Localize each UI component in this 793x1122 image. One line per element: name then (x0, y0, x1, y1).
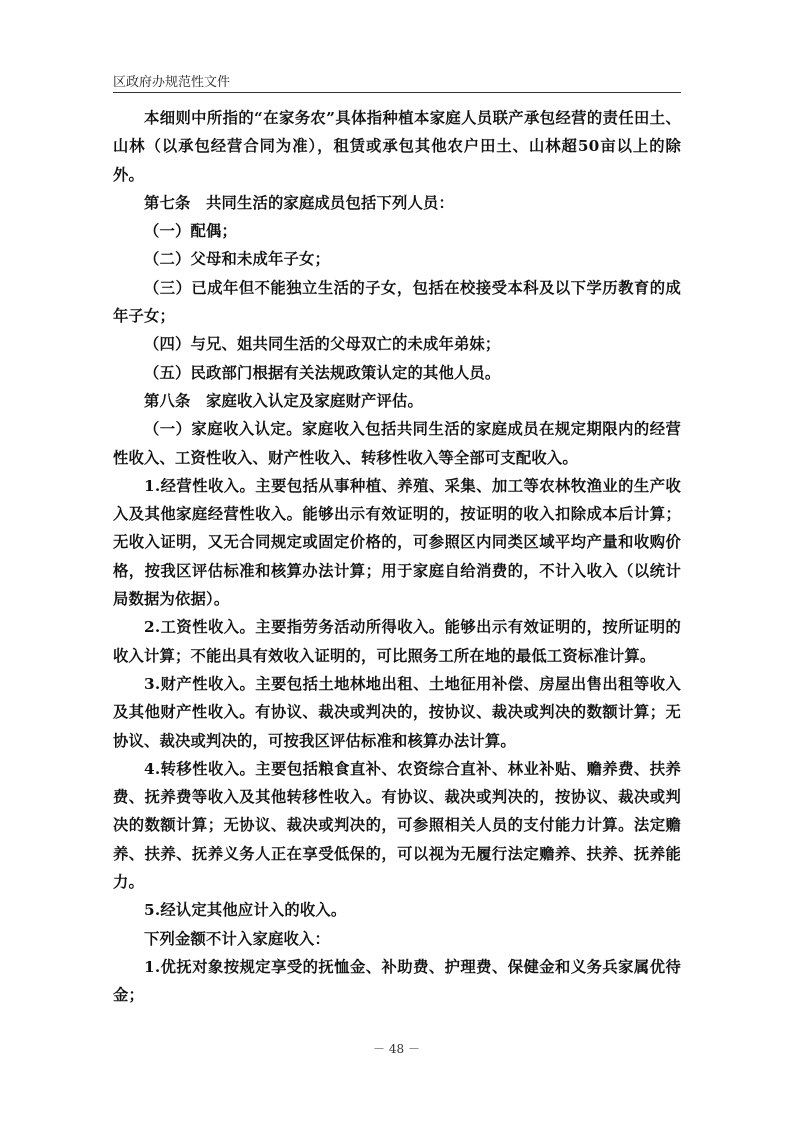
list-item-adult-children: （三）已成年但不能独立生活的子女，包括在校接受本科及以下学历教育的成年子女； (113, 278, 681, 326)
paragraph-definition-farming: 本细则中所指的“在家务农”具体指种植本家庭人员联产承包经营的责任田土、山林（以承包经营合同为准），租赁或承包其他农户田土、山林超50亩以上的除外。 (113, 109, 681, 184)
paragraph-property-income: 3.财产性收入。主要包括土地林地出租、土地征用补偿、房屋出售出租等收入及其他财产性收入。有协议、裁决或判决的，按协议、裁决或判决的数额计算；无协议、裁决或判决的，可按我区评估标准和核算办法计算。 (113, 674, 681, 750)
page-number: － 48 － (373, 1042, 420, 1056)
paragraph-transfer-income: 4.转移性收入。主要包括粮食直补、农资综合直补、林业补贴、赡养费、扶养费、抚养费等收入及其他转移性收入。有协议、裁决或判决的，按协议、裁决或判决的数额计算；无协议、裁决或判决的，可参照相关人员的支付能力计算。法定赡养、扶养、抚养义务人正在享受低保的，可以视为无履行法定赡养、扶养、抚养能力。 (113, 759, 681, 892)
article-8-heading: 第八条 家庭收入认定及家庭财产评估。 (144, 391, 423, 410)
paragraph-income-definition: （一）家庭收入认定。家庭收入包括共同生活的家庭成员在规定期限内的经营性收入、工资性收入、财产性收入、转移性收入等全部可支配收入。 (113, 420, 681, 467)
document-body (113, 104, 681, 1010)
header-divider (113, 92, 681, 93)
list-item-spouse: （一）配偶； (144, 222, 237, 241)
paragraph-excluded-income-heading: 下列金额不计入家庭收入： (144, 929, 330, 948)
article-7-heading: 第七条 共同生活的家庭成员包括下列人员： (144, 193, 454, 212)
list-item-parents-minors: （二）父母和未成年子女； (144, 250, 330, 269)
page-header: 区政府办规范性文件 (113, 75, 231, 90)
paragraph-other-income: 5.经认定其他应计入的收入。 (144, 901, 347, 920)
list-item-other-persons: （五）民政部门根据有关法规政策认定的其他人员。 (144, 363, 501, 382)
paragraph-excluded-item-1: 1.优抚对象按规定享受的抚恤金、补助费、护理费、保健金和义务兵家属优待金； (113, 957, 681, 1005)
paragraph-wage-income: 2.工资性收入。主要指劳务活动所得收入。能够出示有效证明的，按所证明的收入计算；不能出具有效收入证明的，可比照务工所在地的最低工资标准计算。 (113, 618, 681, 665)
list-item-orphan-siblings: （四）与兄、姐共同生活的父母双亡的未成年弟妹； (144, 335, 501, 354)
paragraph-business-income: 1.经营性收入。主要包括从事种植、养殖、采集、加工等农林牧渔业的生产收入及其他家庭经营性收入。能够出示有效证明的，按证明的收入扣除成本后计算；无收入证明，又无合同规定或固定价格的，可参照区内同类区域平均产量和收购价格，按我区评估标准和核算办法计算；用于家庭自给消费的，不计入收入（以统计局数据为依据）。 (113, 476, 681, 609)
